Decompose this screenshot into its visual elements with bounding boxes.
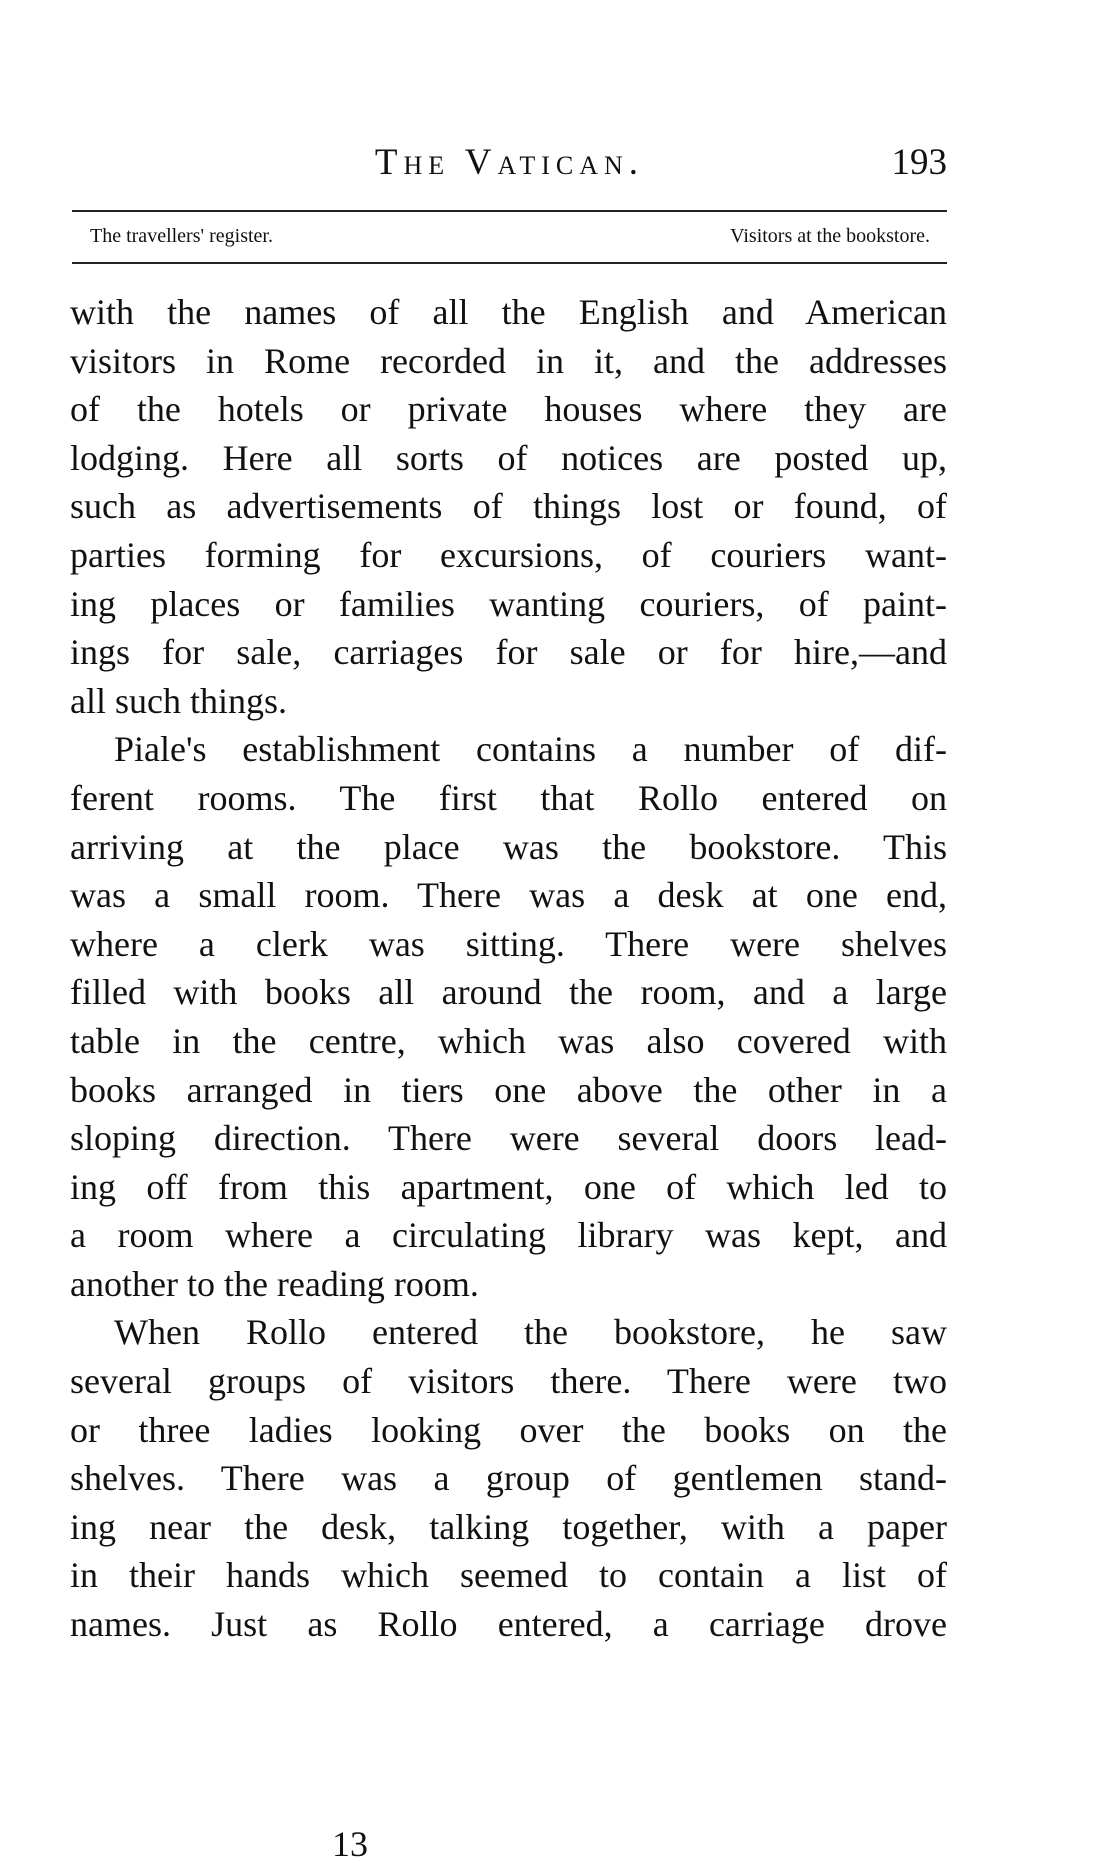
paragraph <box>70 725 947 1308</box>
text-line: shelves. There was a group of gentlemen stand- <box>70 1458 947 1499</box>
text-line: parties forming for excursions, of couriers want- <box>70 534 947 575</box>
text-line: all such things. <box>70 680 287 721</box>
body-text <box>70 288 947 1649</box>
text-line: such as advertisements of things lost or found, of <box>70 486 947 527</box>
text-line: a room where a circulating library was kept, and <box>70 1215 947 1256</box>
text-line: of the hotels or private houses where they are <box>70 389 947 430</box>
text-line: sloping direction. There were several doors lead- <box>70 1118 947 1159</box>
text-line: another to the reading room. <box>70 1263 479 1304</box>
text-line: books arranged in tiers one above the other in a <box>70 1069 947 1110</box>
text-line: where a clerk was sitting. There were shelves <box>70 923 947 964</box>
text-line: table in the centre, which was also covered with <box>70 1020 947 1061</box>
text-line: ings for sale, carriages for sale or for hire,—and <box>70 632 947 673</box>
text-line: lodging. Here all sorts of notices are posted up, <box>70 437 947 478</box>
text-line: or three ladies looking over the books on the <box>70 1409 947 1450</box>
subhead-right: Visitors at the bookstore. <box>730 225 930 247</box>
text-line: in their hands which seemed to contain a list of <box>70 1555 947 1596</box>
running-head <box>72 138 947 188</box>
text-line: ing off from this apartment, one of which led to <box>70 1166 947 1207</box>
text-line: Piale's establishment contains a number of dif- <box>114 729 947 770</box>
text-line: When Rollo entered the bookstore, he saw <box>114 1312 947 1353</box>
text-line: several groups of visitors there. There were two <box>70 1361 947 1402</box>
header-rule-top <box>72 210 947 212</box>
text-line: was a small room. There was a desk at one end, <box>70 875 947 916</box>
text-line: ing near the desk, talking together, with a paper <box>70 1506 947 1547</box>
subheadings <box>90 218 930 254</box>
page-number: 193 <box>891 142 947 183</box>
paragraph <box>70 1308 947 1648</box>
signature-mark: 13 <box>332 1824 368 1864</box>
text-line: with the names of all the English and American <box>70 292 947 332</box>
text-line: visitors in Rome recorded in it, and the addresses <box>70 340 947 381</box>
text-line: ing places or families wanting couriers, of paint- <box>70 583 947 624</box>
text-line: filled with books all around the room, and a large <box>70 972 947 1013</box>
header-rule-bottom <box>72 262 947 264</box>
text-line: names. Just as Rollo entered, a carriage drove <box>70 1604 947 1645</box>
paragraph <box>70 288 947 725</box>
text-line: ferent rooms. The first that Rollo entered on <box>70 777 947 818</box>
subhead-left: The travellers' register. <box>90 225 273 247</box>
chapter-title: The Vatican. <box>374 142 645 183</box>
text-line: arriving at the place was the bookstore. This <box>70 826 947 867</box>
